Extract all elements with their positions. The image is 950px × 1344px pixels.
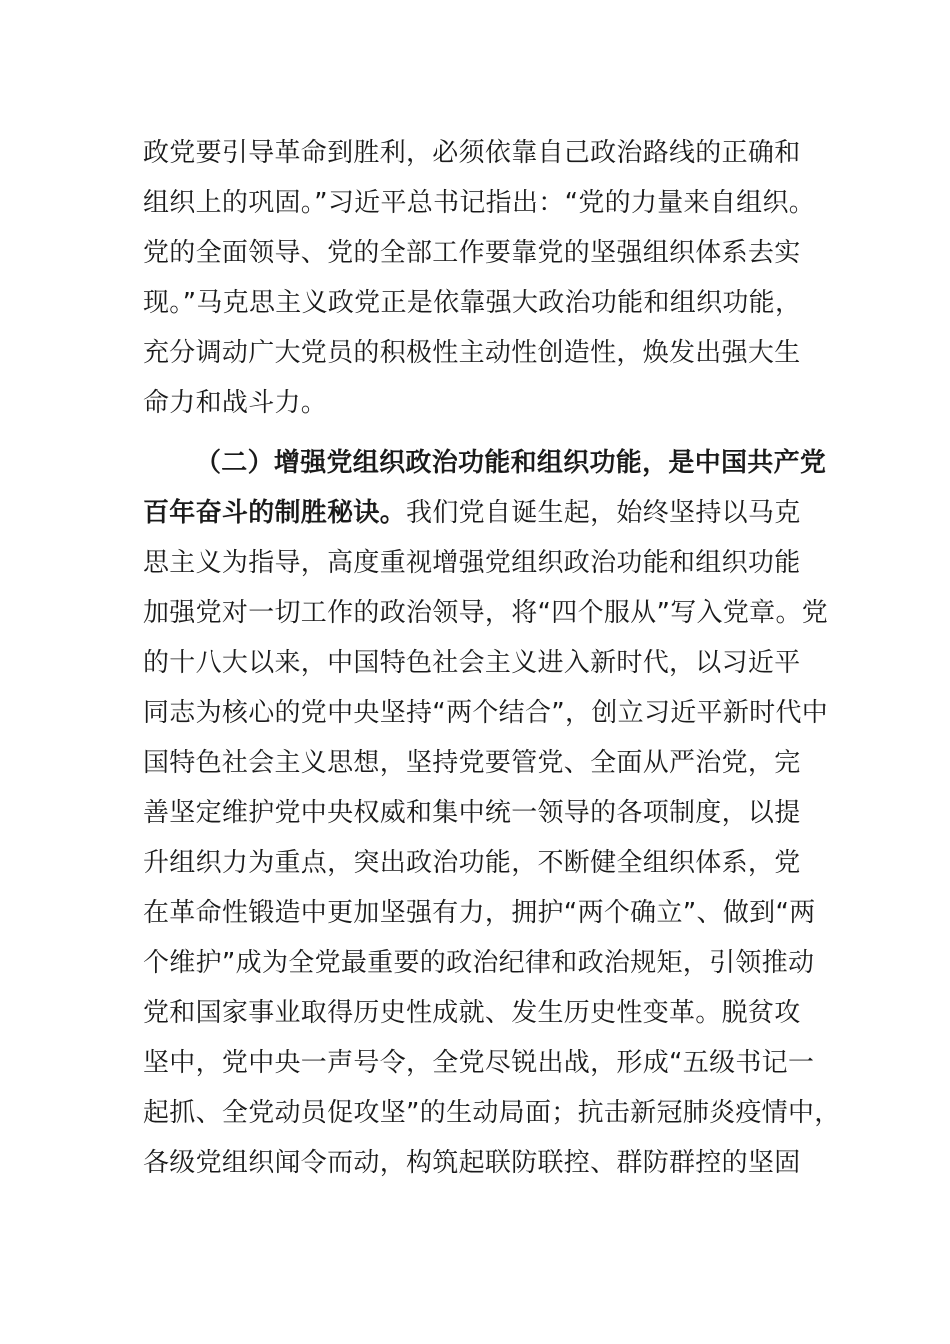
paragraph-1 — [143, 128, 816, 428]
section-heading-line: （二）增强党组织政治功能和组织功能，是中国共产党 — [195, 448, 827, 478]
paragraph-2 — [143, 438, 841, 1188]
text-line: 个维护”成为全党最重要的政治纪律和政治规矩，引领推动 — [143, 948, 815, 978]
text-line: 充分调动广大党员的积极性主动性创造性，焕发出强大生 — [143, 338, 801, 368]
text-line: 国特色社会主义思想，坚持党要管党、全面从严治党，完 — [143, 748, 801, 778]
text-line: 起抓、全党动员促攻坚”的生动局面；抗击新冠肺炎疫情中， — [143, 1098, 841, 1128]
document-page — [143, 128, 841, 1188]
text-line: 命力和战斗力。 — [143, 388, 328, 418]
text-line: 的十八大以来，中国特色社会主义进入新时代，以习近平 — [143, 648, 801, 678]
text-line: 政党要引导革命到胜利，必须依靠自己政治路线的正确和 — [143, 138, 801, 168]
text-line: 思主义为指导，高度重视增强党组织政治功能和组织功能 — [143, 548, 801, 578]
text-line: 善坚定维护党中央权威和集中统一领导的各项制度，以提 — [143, 798, 801, 828]
text-line: 坚中，党中央一声号令，全党尽锐出战，形成“五级书记一 — [143, 1048, 815, 1078]
text-span: 我们党自诞生起，始终坚持以马克 — [406, 498, 801, 528]
section-heading-tail: 百年奋斗的制胜秘诀。 — [143, 498, 407, 528]
text-line: 同志为核心的党中央坚持“两个结合”，创立习近平新时代中 — [143, 698, 829, 728]
text-line — [143, 488, 808, 538]
text-line: 在革命性锻造中更加坚强有力，拥护“两个确立”、做到“两 — [143, 898, 816, 928]
text-line: 党的全面领导、党的全部工作要靠党的坚强组织体系去实 — [143, 238, 801, 268]
text-line: 组织上的巩固。”习近平总书记指出：“党的力量来自组织。 — [143, 188, 816, 218]
text-line: 现。”马克思主义政党正是依靠强大政治功能和组织功能， — [143, 288, 802, 318]
paragraph-gap — [143, 428, 808, 438]
text-line: 升组织力为重点，突出政治功能，不断健全组织体系，党 — [143, 848, 801, 878]
text-line: 加强党对一切工作的政治领导，将“四个服从”写入党章。党 — [143, 598, 829, 628]
text-line: 党和国家事业取得历史性成就、发生历史性变革。脱贫攻 — [143, 998, 801, 1028]
text-line: 各级党组织闻令而动，构筑起联防联控、群防群控的坚固 — [143, 1148, 801, 1178]
